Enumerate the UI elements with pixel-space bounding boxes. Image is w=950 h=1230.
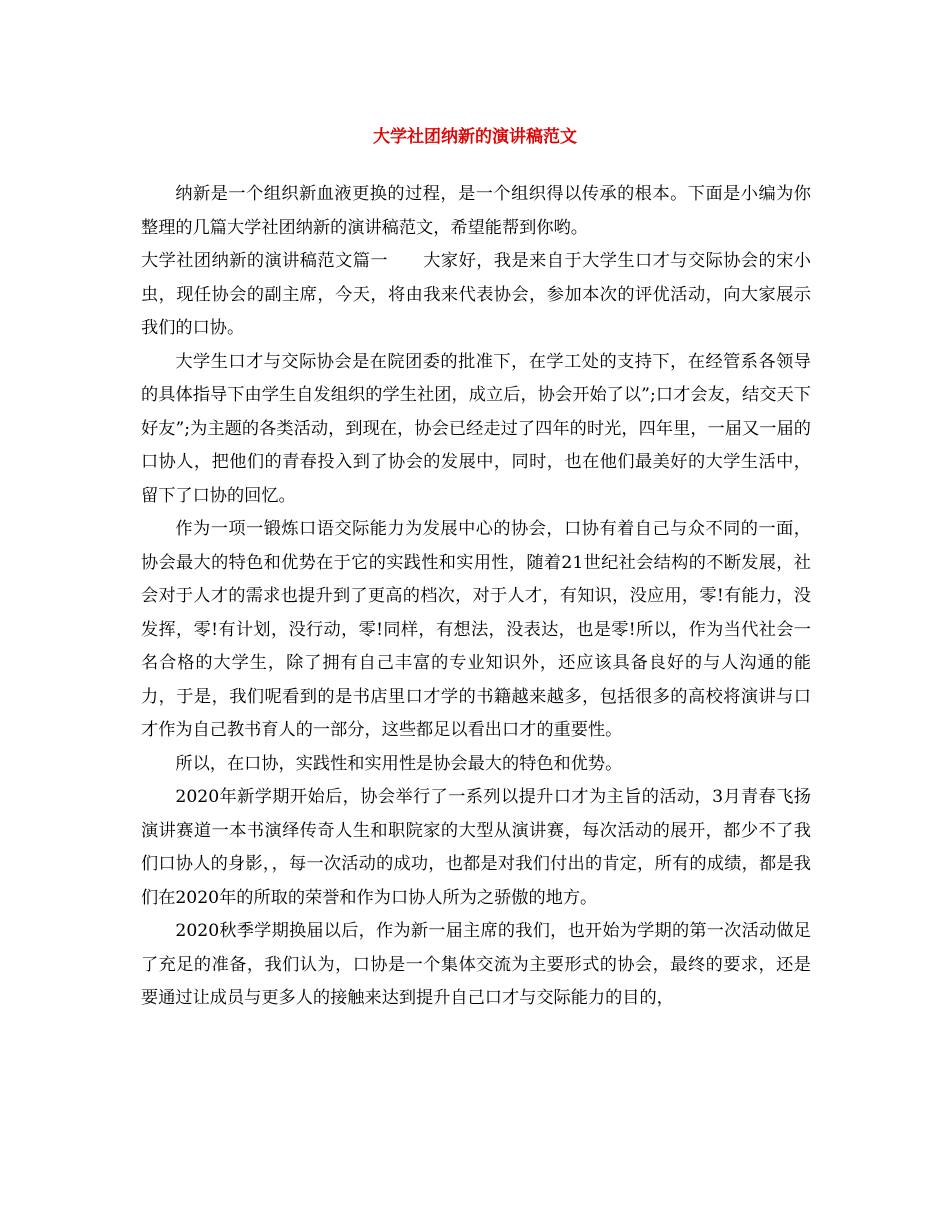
- paragraph-association-features: 作为一项一锻炼口语交际能力为发展中心的协会，口协有着自己与众不同的一面，协会最大的特色和优势在于它的实践性和实用性，随着21世纪社会结构的不断发展，社会对于人才的需求也提升到了更高的档次，对于人才，有知识，没应用，零!有能力，没发挥，零!有计划，没行动，零!同样，有想法，没表达，也是零!所以，作为当代社会一名合格的大学生，除了拥有自己丰富的专业知识外，还应该具备良好的与人沟通的能力，于是，我们呢看到的是书店里口才学的书籍越来越多，包括很多的高校将演讲与口才作为自己教书育人的一部分，这些都足以看出口才的重要性。: [141, 519, 811, 740]
- document-title: 大学社团纳新的演讲稿范文: [373, 127, 577, 147]
- paragraph-association-history: 大学生口才与交际协会是在院团委的批准下，在学工处的支持下，在经管系各领导的具体指导下由学生自发组织的学生社团，成立后，协会开始了以”;口才会友，结交天下好友”;为主题的各类活动，到现在，协会已经走过了四年的时光，四年里，一届又一届的口协人，把他们的青春投入到了协会的发展中，同时，也在他们最美好的大学生活中，留下了口协的回忆。: [141, 351, 811, 506]
- paragraph-2020-activities: 2020年新学期开始后，协会举行了一系列以提升口才为主旨的活动，3月青春飞扬演讲赛道一本书演绎传奇人生和职院家的大型从演讲赛，每次活动的展开，都少不了我们口协人的身影，，每一次活动的成功，也都是对我们付出的肯定，所有的成绩，都是我们在2020年的所取的荣誉和作为口协人所为之骄傲的地方。: [141, 787, 811, 908]
- paragraph-summary: 所以，在口协，实践性和实用性是协会最大的特色和优势。: [175, 753, 623, 774]
- document-body: [141, 178, 811, 1016]
- paragraph-intro: 纳新是一个组织新血液更换的过程，是一个组织得以传承的根本。下面是小编为你整理的几篇大学社团纳新的演讲稿范文，希望能帮到你哟。: [141, 184, 811, 238]
- paragraph-autumn-semester: 2020秋季学期换届以后，作为新一届主席的我们，也开始为学期的第一次活动做足了充足的准备，我们认为，口协是一个集体交流为主要形式的协会，最终的要求，还是要通过让成员与更多人的接触来达到提升自己口才与交际能力的目的，: [141, 921, 811, 1008]
- paragraph-speech-opening: 大学社团纳新的演讲稿范文篇一 大家好，我是来自于大学生口才与交际协会的宋小虫，现任协会的副主席，今天，将由我来代表协会，参加本次的评优活动，向大家展示我们的口协。: [141, 251, 811, 338]
